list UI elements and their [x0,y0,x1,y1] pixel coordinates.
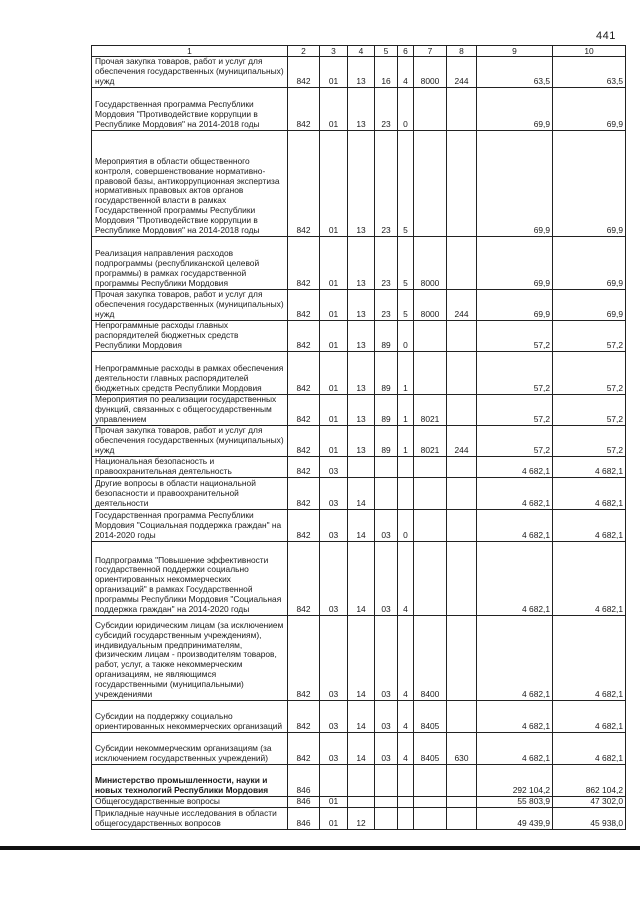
subprogram-code [398,457,414,478]
table-row [92,701,626,733]
amount-column-10: 862 104,2 [553,765,626,797]
subsection-code: 13 [348,426,375,457]
program-code: 89 [375,395,398,426]
direction-code [414,457,447,478]
expense-type-code [447,510,477,542]
subprogram-code [398,478,414,510]
amount-column-9: 69,9 [477,88,553,131]
section-code: 01 [320,808,348,830]
admin-code: 842 [288,237,320,290]
column-header-row [92,46,626,57]
amount-column-10: 4 682,1 [553,616,626,701]
amount-column-10: 45 938,0 [553,808,626,830]
amount-column-9: 63,5 [477,57,553,88]
subprogram-code: 4 [398,57,414,88]
expense-type-code: 244 [447,57,477,88]
expense-type-code [447,701,477,733]
subprogram-code [398,808,414,830]
amount-column-9: 69,9 [477,131,553,237]
amount-column-10: 47 302,0 [553,797,626,808]
table-row [92,797,626,808]
direction-code [414,352,447,395]
row-description: Прикладные научные исследования в области общегосударственных вопросов [92,808,288,830]
amount-column-10: 4 682,1 [553,542,626,616]
table-row [92,765,626,797]
amount-column-10: 69,9 [553,290,626,321]
section-code: 03 [320,616,348,701]
direction-code: 8021 [414,426,447,457]
section-code: 03 [320,733,348,765]
section-code: 03 [320,510,348,542]
section-code: 01 [320,131,348,237]
row-description: Министерство промышленности, науки и новых технологий Республики Мордовия [92,765,288,797]
admin-code: 842 [288,457,320,478]
direction-code: 8400 [414,616,447,701]
subsection-code [348,765,375,797]
amount-column-10: 57,2 [553,426,626,457]
amount-column-10: 57,2 [553,321,626,352]
expense-type-code [447,542,477,616]
admin-code: 842 [288,701,320,733]
admin-code: 842 [288,478,320,510]
amount-column-10: 4 682,1 [553,701,626,733]
subsection-code: 13 [348,290,375,321]
section-code: 01 [320,290,348,321]
row-description: Субсидии юридическим лицам (за исключением субсидий государственным учреждениям), индивидуальным предпринимателям, физическим лицам - производителям товаров, работ, услуг, а также некоммерческим организациям, не являющимся государственными (муниципальными) учреждениями [92,616,288,701]
subsection-code: 13 [348,321,375,352]
direction-code [414,765,447,797]
section-code: 03 [320,701,348,733]
section-code: 01 [320,57,348,88]
amount-column-9: 4 682,1 [477,701,553,733]
expense-type-code [447,395,477,426]
program-code [375,478,398,510]
column-header: 1 [92,46,288,57]
section-code: 01 [320,426,348,457]
subsection-code: 14 [348,542,375,616]
amount-column-10: 4 682,1 [553,478,626,510]
table-row [92,321,626,352]
column-header: 3 [320,46,348,57]
subprogram-code [398,765,414,797]
table-row [92,616,626,701]
direction-code [414,88,447,131]
program-code: 03 [375,542,398,616]
direction-code [414,131,447,237]
amount-column-9: 4 682,1 [477,457,553,478]
budget-table [91,45,626,830]
expense-type-code [447,352,477,395]
expense-type-code [447,478,477,510]
expense-type-code [447,457,477,478]
direction-code [414,321,447,352]
row-description: Прочая закупка товаров, работ и услуг для обеспечения государственных (муниципальных) нужд [92,57,288,88]
amount-column-9: 57,2 [477,321,553,352]
row-description: Прочая закупка товаров, работ и услуг для обеспечения государственных (муниципальных) нужд [92,426,288,457]
row-description: Национальная безопасность и правоохранительная деятельность [92,457,288,478]
subsection-code: 12 [348,808,375,830]
admin-code: 842 [288,352,320,395]
table-row [92,426,626,457]
section-code: 01 [320,237,348,290]
section-code: 01 [320,321,348,352]
amount-column-9: 69,9 [477,237,553,290]
row-description: Непрограммные расходы главных распорядителей бюджетных средств Республики Мордовия [92,321,288,352]
table-row [92,478,626,510]
subprogram-code: 0 [398,88,414,131]
amount-column-9: 4 682,1 [477,510,553,542]
amount-column-10: 57,2 [553,352,626,395]
amount-column-10: 63,5 [553,57,626,88]
row-description: Субсидии на поддержку социально ориентированных некоммерческих организаций [92,701,288,733]
subsection-code [348,797,375,808]
amount-column-9: 49 439,9 [477,808,553,830]
table-row [92,395,626,426]
amount-column-10: 69,9 [553,237,626,290]
table-row [92,542,626,616]
subsection-code: 13 [348,131,375,237]
direction-code [414,478,447,510]
table-row [92,131,626,237]
admin-code: 846 [288,797,320,808]
subprogram-code: 4 [398,542,414,616]
amount-column-10: 57,2 [553,395,626,426]
program-code: 23 [375,237,398,290]
admin-code: 842 [288,733,320,765]
table-row [92,733,626,765]
expense-type-code [447,808,477,830]
direction-code: 8021 [414,395,447,426]
program-code: 89 [375,426,398,457]
subsection-code: 13 [348,352,375,395]
subsection-code: 13 [348,88,375,131]
row-description: Непрограммные расходы в рамках обеспечения деятельности главных распорядителей бюджетных средств Республики Мордовия [92,352,288,395]
direction-code: 8000 [414,237,447,290]
expense-type-code [447,88,477,131]
subsection-code [348,457,375,478]
subprogram-code: 1 [398,426,414,457]
subsection-code: 13 [348,57,375,88]
column-header: 7 [414,46,447,57]
direction-code: 8000 [414,290,447,321]
table-row [92,808,626,830]
subprogram-code: 1 [398,395,414,426]
program-code [375,457,398,478]
table-row [92,88,626,131]
subprogram-code: 0 [398,510,414,542]
subprogram-code: 5 [398,131,414,237]
row-description: Мероприятия в области общественного контроля, совершенствование нормативно-правовой базы, антикоррупционная экспертиза нормативных правовых актов органов государственной власти в рамках Государственной программы Республики Мордовия "Противодействие коррупции в Республике Мордовия" на 2014-2018 годы [92,131,288,237]
column-header: 9 [477,46,553,57]
row-description: Реализация направления расходов подпрограммы (республиканской целевой программы) в рамках государственной программы Республики Мордовия [92,237,288,290]
direction-code [414,797,447,808]
section-code: 03 [320,478,348,510]
admin-code: 842 [288,88,320,131]
subsection-code: 14 [348,733,375,765]
row-description: Субсидии некоммерческим организациям (за исключением государственных учреждений) [92,733,288,765]
direction-code [414,542,447,616]
expense-type-code [447,131,477,237]
section-code: 01 [320,352,348,395]
subprogram-code: 4 [398,701,414,733]
table-row [92,57,626,88]
expense-type-code: 630 [447,733,477,765]
section-code: 03 [320,542,348,616]
admin-code: 842 [288,426,320,457]
subsection-code: 13 [348,237,375,290]
subsection-code: 14 [348,478,375,510]
amount-column-9: 69,9 [477,290,553,321]
amount-column-9: 4 682,1 [477,542,553,616]
row-description: Государственная программа Республики Мордовия "Противодействие коррупции в Республике Мордовия" на 2014-2018 годы [92,88,288,131]
column-header: 10 [553,46,626,57]
column-header: 4 [348,46,375,57]
amount-column-9: 55 803,9 [477,797,553,808]
expense-type-code [447,237,477,290]
admin-code: 842 [288,321,320,352]
amount-column-9: 57,2 [477,395,553,426]
table-row [92,237,626,290]
amount-column-10: 4 682,1 [553,457,626,478]
row-description: Прочая закупка товаров, работ и услуг для обеспечения государственных (муниципальных) нужд [92,290,288,321]
admin-code: 842 [288,616,320,701]
subsection-code: 14 [348,701,375,733]
admin-code: 846 [288,808,320,830]
direction-code: 8405 [414,733,447,765]
row-description: Подпрограмма "Повышение эффективности государственной поддержки социально ориентированных некоммерческих организаций" в рамках Государственной программы Республики Мордовия "Социальная поддержка граждан" на 2014-2020 годы [92,542,288,616]
column-header: 6 [398,46,414,57]
amount-column-10: 69,9 [553,88,626,131]
amount-column-10: 69,9 [553,131,626,237]
subprogram-code: 4 [398,733,414,765]
amount-column-9: 4 682,1 [477,616,553,701]
section-code [320,765,348,797]
column-header: 2 [288,46,320,57]
table-row [92,352,626,395]
expense-type-code [447,797,477,808]
program-code: 16 [375,57,398,88]
section-code: 01 [320,395,348,426]
direction-code: 8405 [414,701,447,733]
program-code: 89 [375,321,398,352]
bottom-scan-border [0,846,640,850]
direction-code [414,510,447,542]
row-description: Мероприятия по реализации государственных функций, связанных с общегосударственным управлением [92,395,288,426]
subprogram-code: 5 [398,237,414,290]
expense-type-code: 244 [447,290,477,321]
subprogram-code: 1 [398,352,414,395]
admin-code: 842 [288,57,320,88]
subprogram-code: 0 [398,321,414,352]
subsection-code: 14 [348,616,375,701]
admin-code: 842 [288,542,320,616]
admin-code: 842 [288,510,320,542]
table-row [92,457,626,478]
amount-column-9: 57,2 [477,426,553,457]
program-code: 03 [375,616,398,701]
column-header: 5 [375,46,398,57]
program-code [375,765,398,797]
program-code: 03 [375,701,398,733]
amount-column-10: 4 682,1 [553,733,626,765]
expense-type-code [447,616,477,701]
admin-code: 842 [288,290,320,321]
expense-type-code [447,321,477,352]
column-header: 8 [447,46,477,57]
program-code: 23 [375,131,398,237]
section-code: 03 [320,457,348,478]
page-number: 441 [596,30,616,42]
subsection-code: 14 [348,510,375,542]
program-code: 89 [375,352,398,395]
table-row [92,510,626,542]
subprogram-code: 4 [398,616,414,701]
row-description: Общегосударственные вопросы [92,797,288,808]
program-code: 03 [375,733,398,765]
amount-column-10: 4 682,1 [553,510,626,542]
row-description: Другие вопросы в области национальной безопасности и правоохранительной деятельности [92,478,288,510]
subprogram-code: 5 [398,290,414,321]
section-code: 01 [320,88,348,131]
admin-code: 846 [288,765,320,797]
amount-column-9: 292 104,2 [477,765,553,797]
expense-type-code: 244 [447,426,477,457]
table-row [92,290,626,321]
program-code: 03 [375,510,398,542]
subsection-code: 13 [348,395,375,426]
subprogram-code [398,797,414,808]
direction-code [414,808,447,830]
row-description: Государственная программа Республики Мордовия "Социальная поддержка граждан" на 2014-2020 годы [92,510,288,542]
direction-code: 8000 [414,57,447,88]
program-code: 23 [375,88,398,131]
amount-column-9: 4 682,1 [477,478,553,510]
expense-type-code [447,765,477,797]
admin-code: 842 [288,395,320,426]
amount-column-9: 4 682,1 [477,733,553,765]
program-code: 23 [375,290,398,321]
admin-code: 842 [288,131,320,237]
section-code: 01 [320,797,348,808]
program-code [375,808,398,830]
amount-column-9: 57,2 [477,352,553,395]
program-code [375,797,398,808]
